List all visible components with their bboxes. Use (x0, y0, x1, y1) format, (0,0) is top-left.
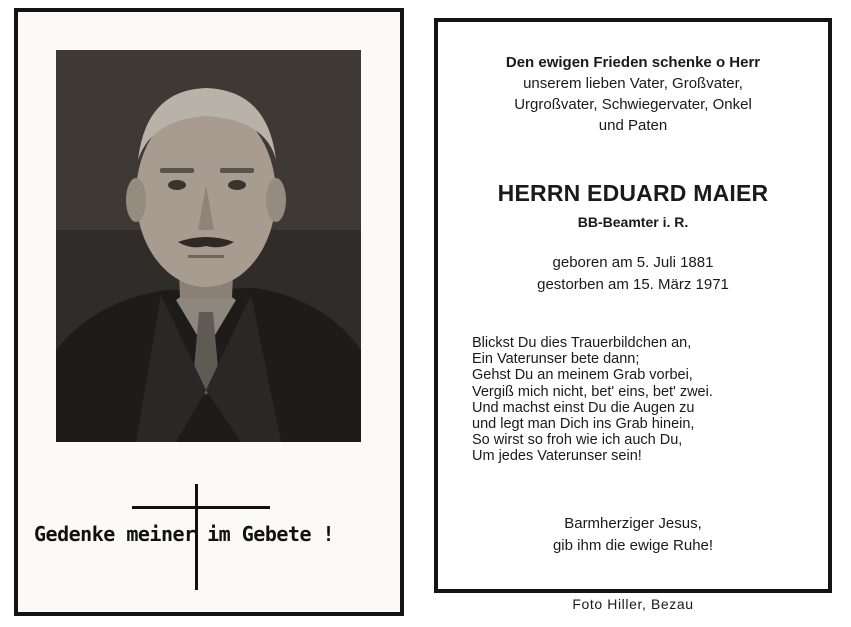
deceased-title: BB-Beamter i. R. (577, 214, 689, 230)
cross-horizontal-bar (132, 506, 270, 509)
poem-line: Vergiß mich nicht, bet' eins, bet' zwei. (472, 383, 713, 400)
closing-prayer (434, 513, 832, 557)
poem-line: Blickst Du dies Trauerbildchen an, (472, 335, 692, 351)
dedication-line: Den ewigen Frieden schenke o Herr (505, 54, 761, 71)
poem-line: So wirst so froh wie ich auch Du, (472, 432, 683, 449)
life-dates (434, 252, 832, 296)
poem-line: Um jedes Vaterunser sein! (472, 448, 642, 465)
poem-line: Ein Vaterunser bete dann; (472, 351, 640, 368)
prayer-line: Barmherziger Jesus, (564, 515, 702, 532)
memorial-card-front (14, 8, 404, 616)
photo-credit: Foto Hiller, Bezau (572, 596, 694, 612)
dedication-line: Urgroßvater, Schwiegervater, Onkel (514, 96, 752, 113)
dedication-text (434, 52, 832, 136)
birth-date: geboren am 5. Juli 1881 (552, 254, 714, 271)
prayer-line: gib ihm die ewige Ruhe! (552, 537, 714, 554)
portrait-image (56, 50, 361, 442)
poem-line: Gehst Du an meinem Grab vorbei, (472, 367, 693, 384)
death-date: gestorben am 15. März 1971 (537, 276, 729, 293)
motto-text: Gedenke meiner im Gebete ! (34, 522, 335, 546)
memorial-card-back (424, 8, 841, 623)
dedication-line: unserem lieben Vater, Großvater, (523, 75, 743, 92)
portrait-photo (56, 50, 361, 442)
poem (472, 335, 822, 465)
dedication-line: und Paten (598, 117, 668, 134)
poem-line: und legt man Dich ins Grab hinein, (472, 416, 695, 433)
poem-line: Und machst einst Du die Augen zu (472, 399, 695, 416)
deceased-name: HERRN EDUARD MAIER (497, 180, 769, 206)
